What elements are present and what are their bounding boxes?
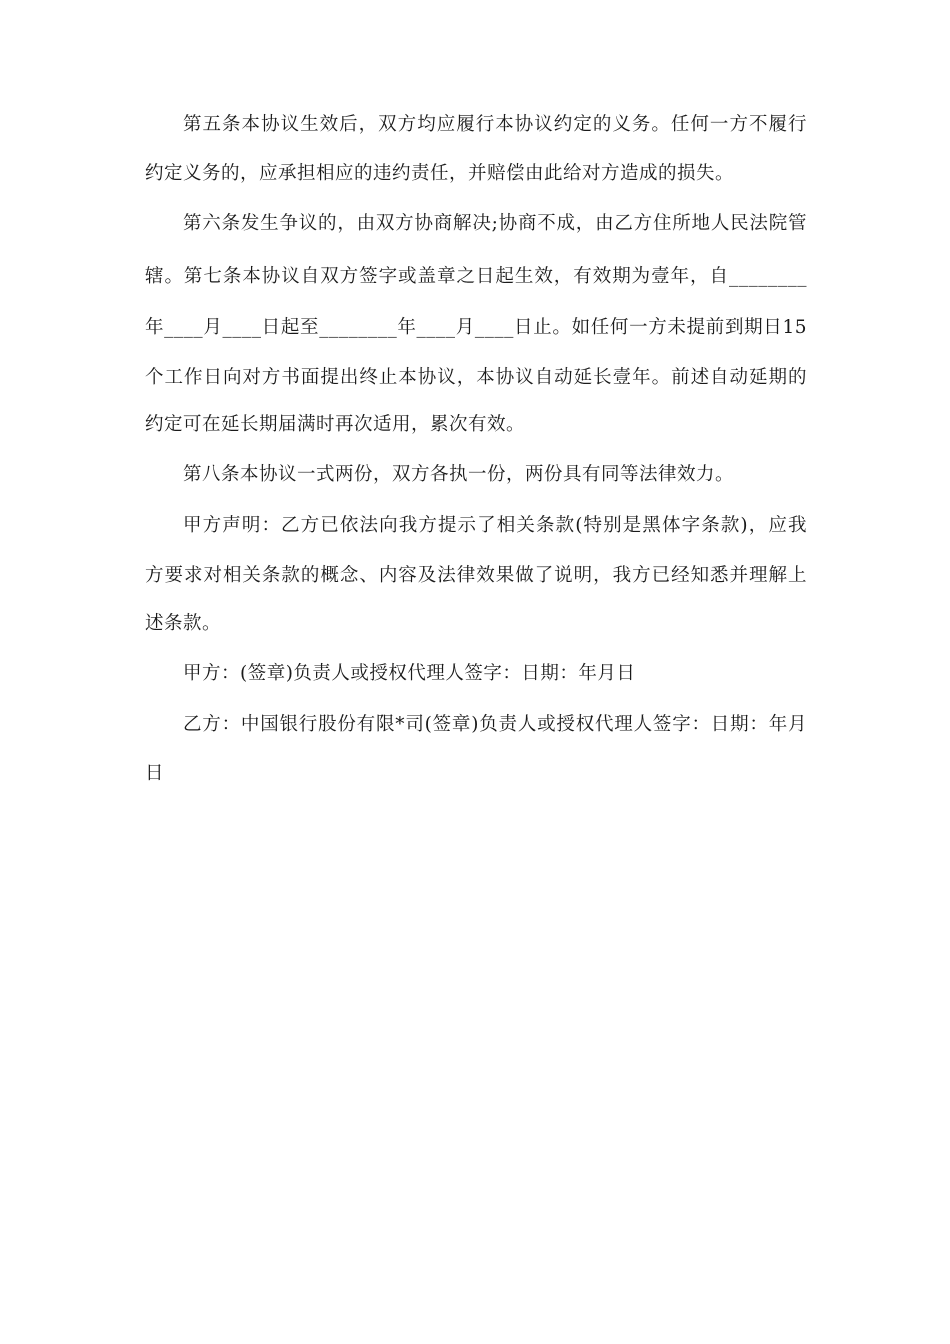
clause-5-line-2: 约定义务的，应承担相应的违约责任，并赔偿由此给对方造成的损失。 — [145, 163, 735, 184]
party-a-statement-line-1: 甲方声明：乙方已依法向我方提示了相关条款(特别是黑体字条款)，应我 — [183, 515, 807, 536]
party-b-signature-line-1: 乙方：中国银行股份有限*司(签章)负责人或授权代理人签字：日期：年月 — [183, 714, 807, 735]
clause-7-line-4: 个工作日向对方书面提出终止本协议，本协议自动延长壹年。前述自动延期的 — [145, 367, 807, 388]
clause-5-line-1: 第五条本协议生效后，双方均应履行本协议约定的义务。任何一方不履行 — [183, 114, 807, 135]
clause-7-line-5: 约定可在延长期届满时再次适用，累次有效。 — [145, 414, 526, 435]
party-a-signature-line: 甲方：(签章)负责人或授权代理人签字：日期：年月日 — [183, 663, 636, 684]
party-b-signature-line-2: 日 — [145, 763, 165, 784]
clause-6-7-line-2: 辖。第七条本协议自双方签字或盖章之日起生效，有效期为壹年，自________ — [145, 266, 807, 287]
clause-8-line-1: 第八条本协议一式两份，双方各执一份，两份具有同等法律效力。 — [183, 464, 735, 485]
party-a-statement-line-3: 述条款。 — [145, 613, 222, 634]
clause-7-line-3: 年____月____日起至________年____月____日止。如任何一方未提前到期日15 — [145, 317, 807, 338]
clause-6-line-1: 第六条发生争议的，由双方协商解决;协商不成，由乙方住所地人民法院管 — [183, 213, 807, 234]
party-a-statement-line-2: 方要求对相关条款的概念、内容及法律效果做了说明，我方已经知悉并理解上 — [145, 565, 807, 586]
